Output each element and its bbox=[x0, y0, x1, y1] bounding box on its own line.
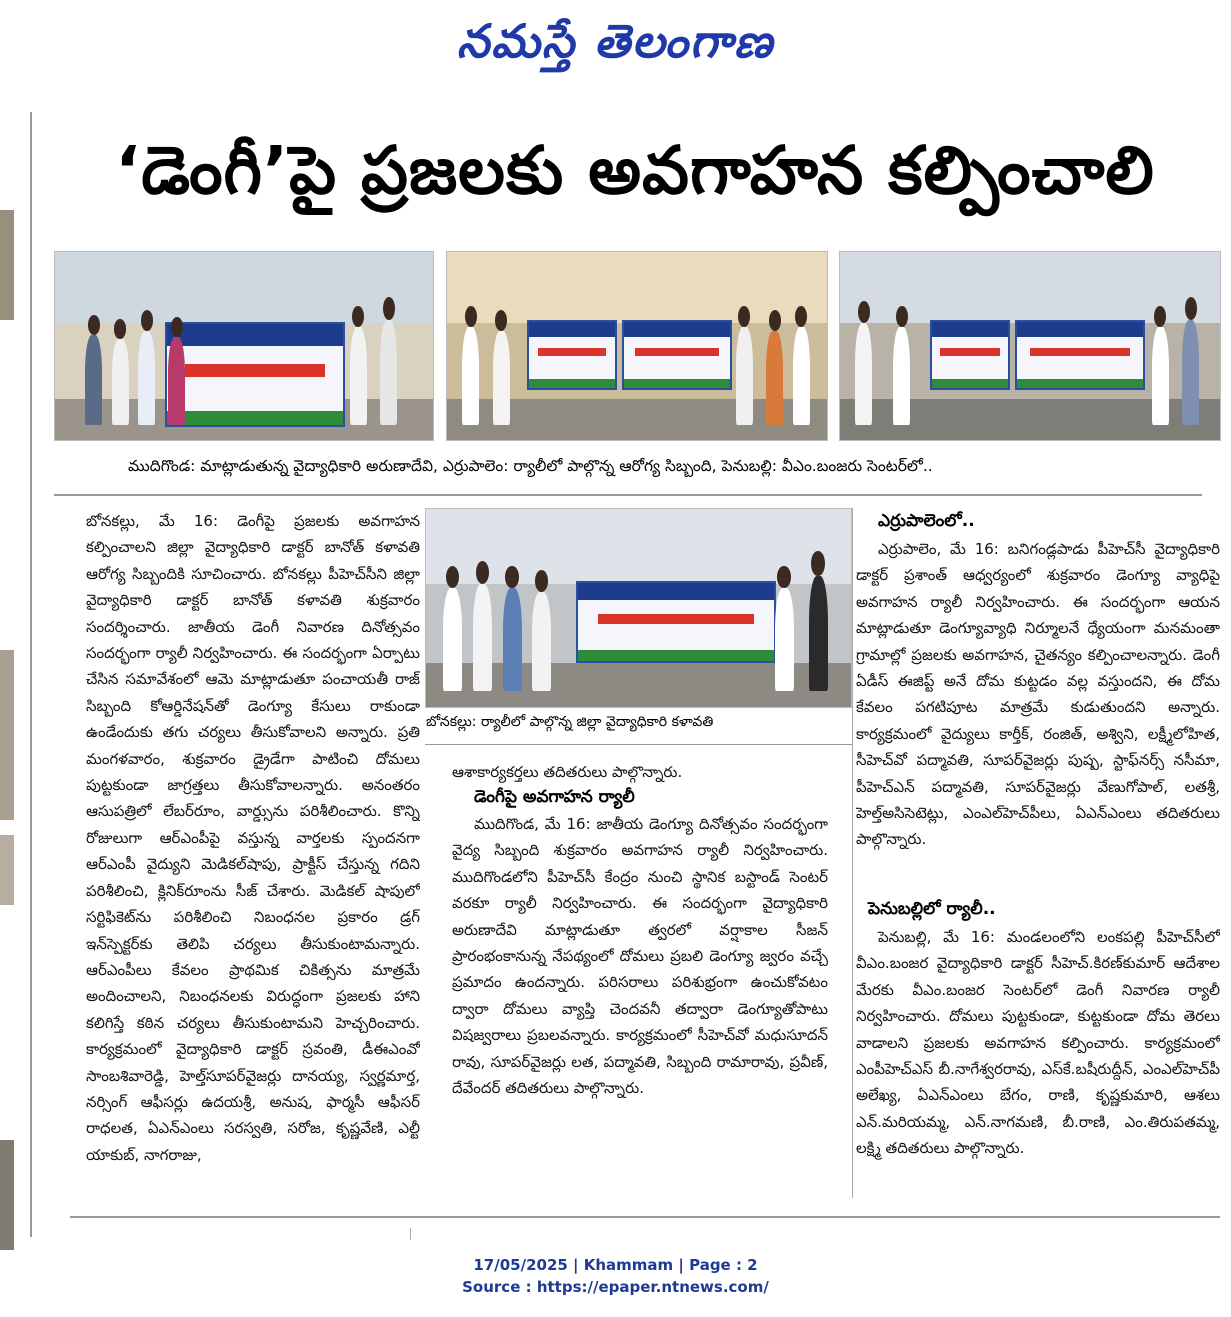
caption-rule bbox=[54, 494, 1202, 496]
center-caption-rule bbox=[425, 744, 852, 745]
mudigonda-body: ముదిగొండ, మే 16: జాతీయ డెంగ్యూ దినోత్సవం సందర్భంగా వైద్య సిబ్బంది శుక్రవారం అవగాహన ర్యాలీ నిర్వహించారు. ముదిగొండలోని పీహెచ్‌సీ కేంద్రం నుంచి స్థానిక బస్టాండ్ సెంటర్ వరకూ ర్యాలీ నిర్వహించారు. ఈ సందర్భంగా వైద్యాధికారి అరుణాదేవి మాట్లాడుతూ త్వరలో వర్షాకాల సీజన్ ప్రారంభంకానున్న నేపథ్యంలో దోమలు ప్రబలి డెంగ్యూ జ్వరం వచ్చే ప్రమాదం ఉందన్నారు. పరిసరాలు పరిశుభ్రంగా ఉంచుకోవటం ద్వారా దోమలు వ్యాప్తి చెందవనీ తద్వారా డెంగ్యూతోపాటు విషజ్వరాలు ప్రబలవన్నారు. కార్యక్రమంలో సీహెచ్‌వో మధుసూదన్ రావు, సూపర్‌వైజర్లు లత, పద్మావతి, సిబ్బంది రామారావు, ప్రవీణ్, దేవేందర్ తదితరులు పాల్గొన్నారు. bbox=[452, 815, 828, 1098]
masthead bbox=[0, 0, 1231, 90]
bottom-divider bbox=[410, 1228, 411, 1240]
photo-caption-top: ముదిగొండ: మాట్లాడుతున్న వైద్యాధికారి అరుణాదేవి, ఎర్రుపాలెం: ర్యాలీలో పాల్గొన్న ఆరోగ్య సిబ్బంది, పెనుబల్లి: వీఎం.బంజరు సెంటర్‌లో.. bbox=[128, 457, 933, 475]
left-edge-strip bbox=[0, 110, 14, 1240]
photo-bonakallu bbox=[425, 508, 852, 708]
footer bbox=[0, 1254, 1231, 1298]
bonakallu-continuation: ఆశాకార్యకర్తలు తదితరులు పాల్గొన్నారు. bbox=[452, 763, 683, 781]
subhead-penuballi: పెనుబల్లిలో ర్యాలీ.. bbox=[868, 899, 996, 919]
photo-errupalem bbox=[446, 251, 828, 441]
footer-date-edition: 17/05/2025 | Khammam | Page : 2 bbox=[473, 1256, 758, 1274]
article-column-errupalem bbox=[856, 536, 1220, 898]
article-column-penuballi bbox=[856, 924, 1220, 1204]
article-column-bonakallu bbox=[86, 508, 420, 1230]
bonakallu-body: బోనకల్లు, మే 16: డెంగీపై ప్రజలకు అవగాహన కల్పించాలని జిల్లా వైద్యాధికారి డాక్టర్ బానోత్ కళావతి ఆరోగ్య సిబ్బందికి సూచించారు. బోనకల్లు పీహెచ్‌సీని జిల్లా వైద్యాధికారి డాక్టర్ బానోత్ కళావతి శుక్రవారం సందర్శించారు. జాతీయ డెంగీ నివారణ దినోత్సవం సందర్భంగా ర్యాలీ నిర్వహించారు. ఈ సందర్భంగా ఏర్పాటు చేసిన సమావేశంలో ఆమె మాట్లాడుతూ పంచాయతీ రాజ్ సిబ్బంది కోఆర్డినేషన్‌తో డెంగ్యూ కేసులు రాకుండా ఉండేందుకు తగు చర్యలు తీసుకోవాలని అన్నారు. ప్రతి మంగళవారం, శుక్రవారం డ్రైడేగా పాటించి దోమలు పుట్టకుండా జాగ్రత్తలు తీసుకోవాలన్నారు. అనంతరం ఆసుపత్రిలో లేబర్‌రూం, వార్డ్సును పరిశీలించారు. కొన్ని రోజులుగా ఆర్ఎంపీపై వస్తున్న వార్తలకు స్పందనగా ఆర్ఎంపీ వైద్యుని మెడికల్‌షాపు, ప్రాక్టీస్ చేస్తున్న గదిని పరిశీలించి, క్లినిక్‌రూంను సీజ్ చేశారు. మెడికల్ షాపులో సర్టిఫికెట్‌ను పరిశీలించి నిబంధనల ప్రకారం డ్రగ్ ఇన్‌స్పెక్టర్‌కు తెలిపి చర్యలు తీసుకుంటామన్నారు. ఆర్ఎంపీలు కేవలం ప్రాథమిక చికిత్సను మాత్రమే అందించాలని, నిబంధనలకు విరుద్ధంగా ప్రజలకు హాని కలిగిస్తే కఠిన చర్యలు తీసుకుంటామని హెచ్చరించారు. కార్యక్రమంలో వైద్యాధికారి డాక్టర్ స్రవంతి, డీఈఎంవో సాంబశివారెడ్డి, హెల్త్‌సూపర్‌వైజర్లు దానయ్య, స్వర్ణమార్త, నర్సింగ్ ఆఫీసర్లు ఉదయశ్రీ, అనుష, ఫార్మసీ ఆఫీసర్ రాధలత, ఏఎన్ఎంలు సరస్వతి, సరోజ, కృష్ణవేణి, ఎల్టీ యాకుబ్, నాగరాజు, bbox=[86, 512, 420, 1164]
bottom-rule bbox=[70, 1216, 1220, 1218]
penuballi-body: పెనుబల్లి, మే 16: మండలంలోని లంకపల్లి పీహెచ్‌సీలో వీఎం.బంజర వైద్యాధికారి డాక్టర్ సీహెచ్.కిరణ్‌కుమార్ ఆదేశాల మేరకు వీఎం.బంజర సెంటర్‌లో డెంగీ నివారణ ర్యాలీ నిర్వహించారు. దోమలు పుట్టకుండా, కుట్టకుండా దోమ తెరలు వాడాలని ప్రజలకు అవగాహన కల్పించారు. కార్యక్రమంలో ఎంపీహెచ్ఎస్ బీ.నాగేశ్వరరావు, ఎస్‌కే.బషీరుద్దీన్, ఎంఎల్‌హెచ్‌పీ అలేఖ్య, ఏఎన్ఎంలు బేగం, రాణి, కృష్ణకుమారి, ఆశలు ఎన్.మరియమ్మ, ఎన్.నాగమణి, బీ.రాణి, ఎం.తిరుపతమ్మ, లక్ష్మి తదితరులు పాల్గొన్నారు. bbox=[856, 928, 1220, 1158]
photo-penuballi bbox=[839, 251, 1221, 441]
column-rule-right bbox=[852, 508, 853, 1198]
photo-mudigonda bbox=[54, 251, 434, 441]
photo-caption-center: బోనకల్లు: ర్యాలీలో పాల్గొన్న జిల్లా వైద్యాధికారి కళావతి bbox=[426, 714, 714, 730]
masthead-logo: నమస్తే తెలంగాణ bbox=[456, 14, 775, 68]
headline: ‘డెంగీ’పై ప్రజలకు అవగాహన కల్పించాలి bbox=[115, 131, 1155, 209]
subhead-dengue-rally: డెంగీపై అవగాహన ర్యాలీ bbox=[474, 787, 635, 807]
mudigonda-body-wrap bbox=[452, 811, 828, 1201]
footer-source: Source : https://epaper.ntnews.com/ bbox=[462, 1278, 769, 1296]
errupalem-body: ఎర్రుపాలెం, మే 16: బనిగండ్లపాడు పీహెచ్‌సీ వైద్యాధికారి డాక్టర్ ప్రశాంత్ ఆధ్వర్యంలో శుక్రవారం డెంగ్యూ వ్యాధిపై అవగాహన ర్యాలీ నిర్వహించారు. ఈ సందర్భంగా ఆయన మాట్లాడుతూ డెంగ్యూవ్యాధి నిర్మూలనే ధ్యేయంగా మనమంతా గ్రామాల్లో ప్రజలకు అవగాహన, చైతన్యం కల్పించాలన్నారు. డెంగీ ఏడీస్ ఈజిప్ట్ అనే దోమ కుట్టడం వల్ల వస్తుందని, ఈ దోమ కేవలం పగటిపూట మాత్రమే కుడుతుందని అన్నారు. కార్యక్రమంలో వైద్యులు కార్తీక్, రంజిత్, అశ్విని, లక్ష్మీలోహిత, సీహెచ్‌వో పద్మావతి, సూపర్‌వైజర్లు పుష్ప, స్టాఫ్‌నర్స్ నసీమా, పీహెచ్ఎన్ పద్మావతి, సూపర్‌వైజర్లు వేణుగోపాల్, లతశ్రీ, హెల్త్‌అసిసెటెట్లు, ఎంఎల్‌హెచ్‌పీలు, ఏఎన్ఎంలు తదితరులు పాల్గొన్నారు. bbox=[856, 540, 1220, 849]
left-column-rule bbox=[30, 112, 32, 1237]
subhead-errupalem: ఎర్రుపాలెంలో.. bbox=[878, 511, 975, 531]
